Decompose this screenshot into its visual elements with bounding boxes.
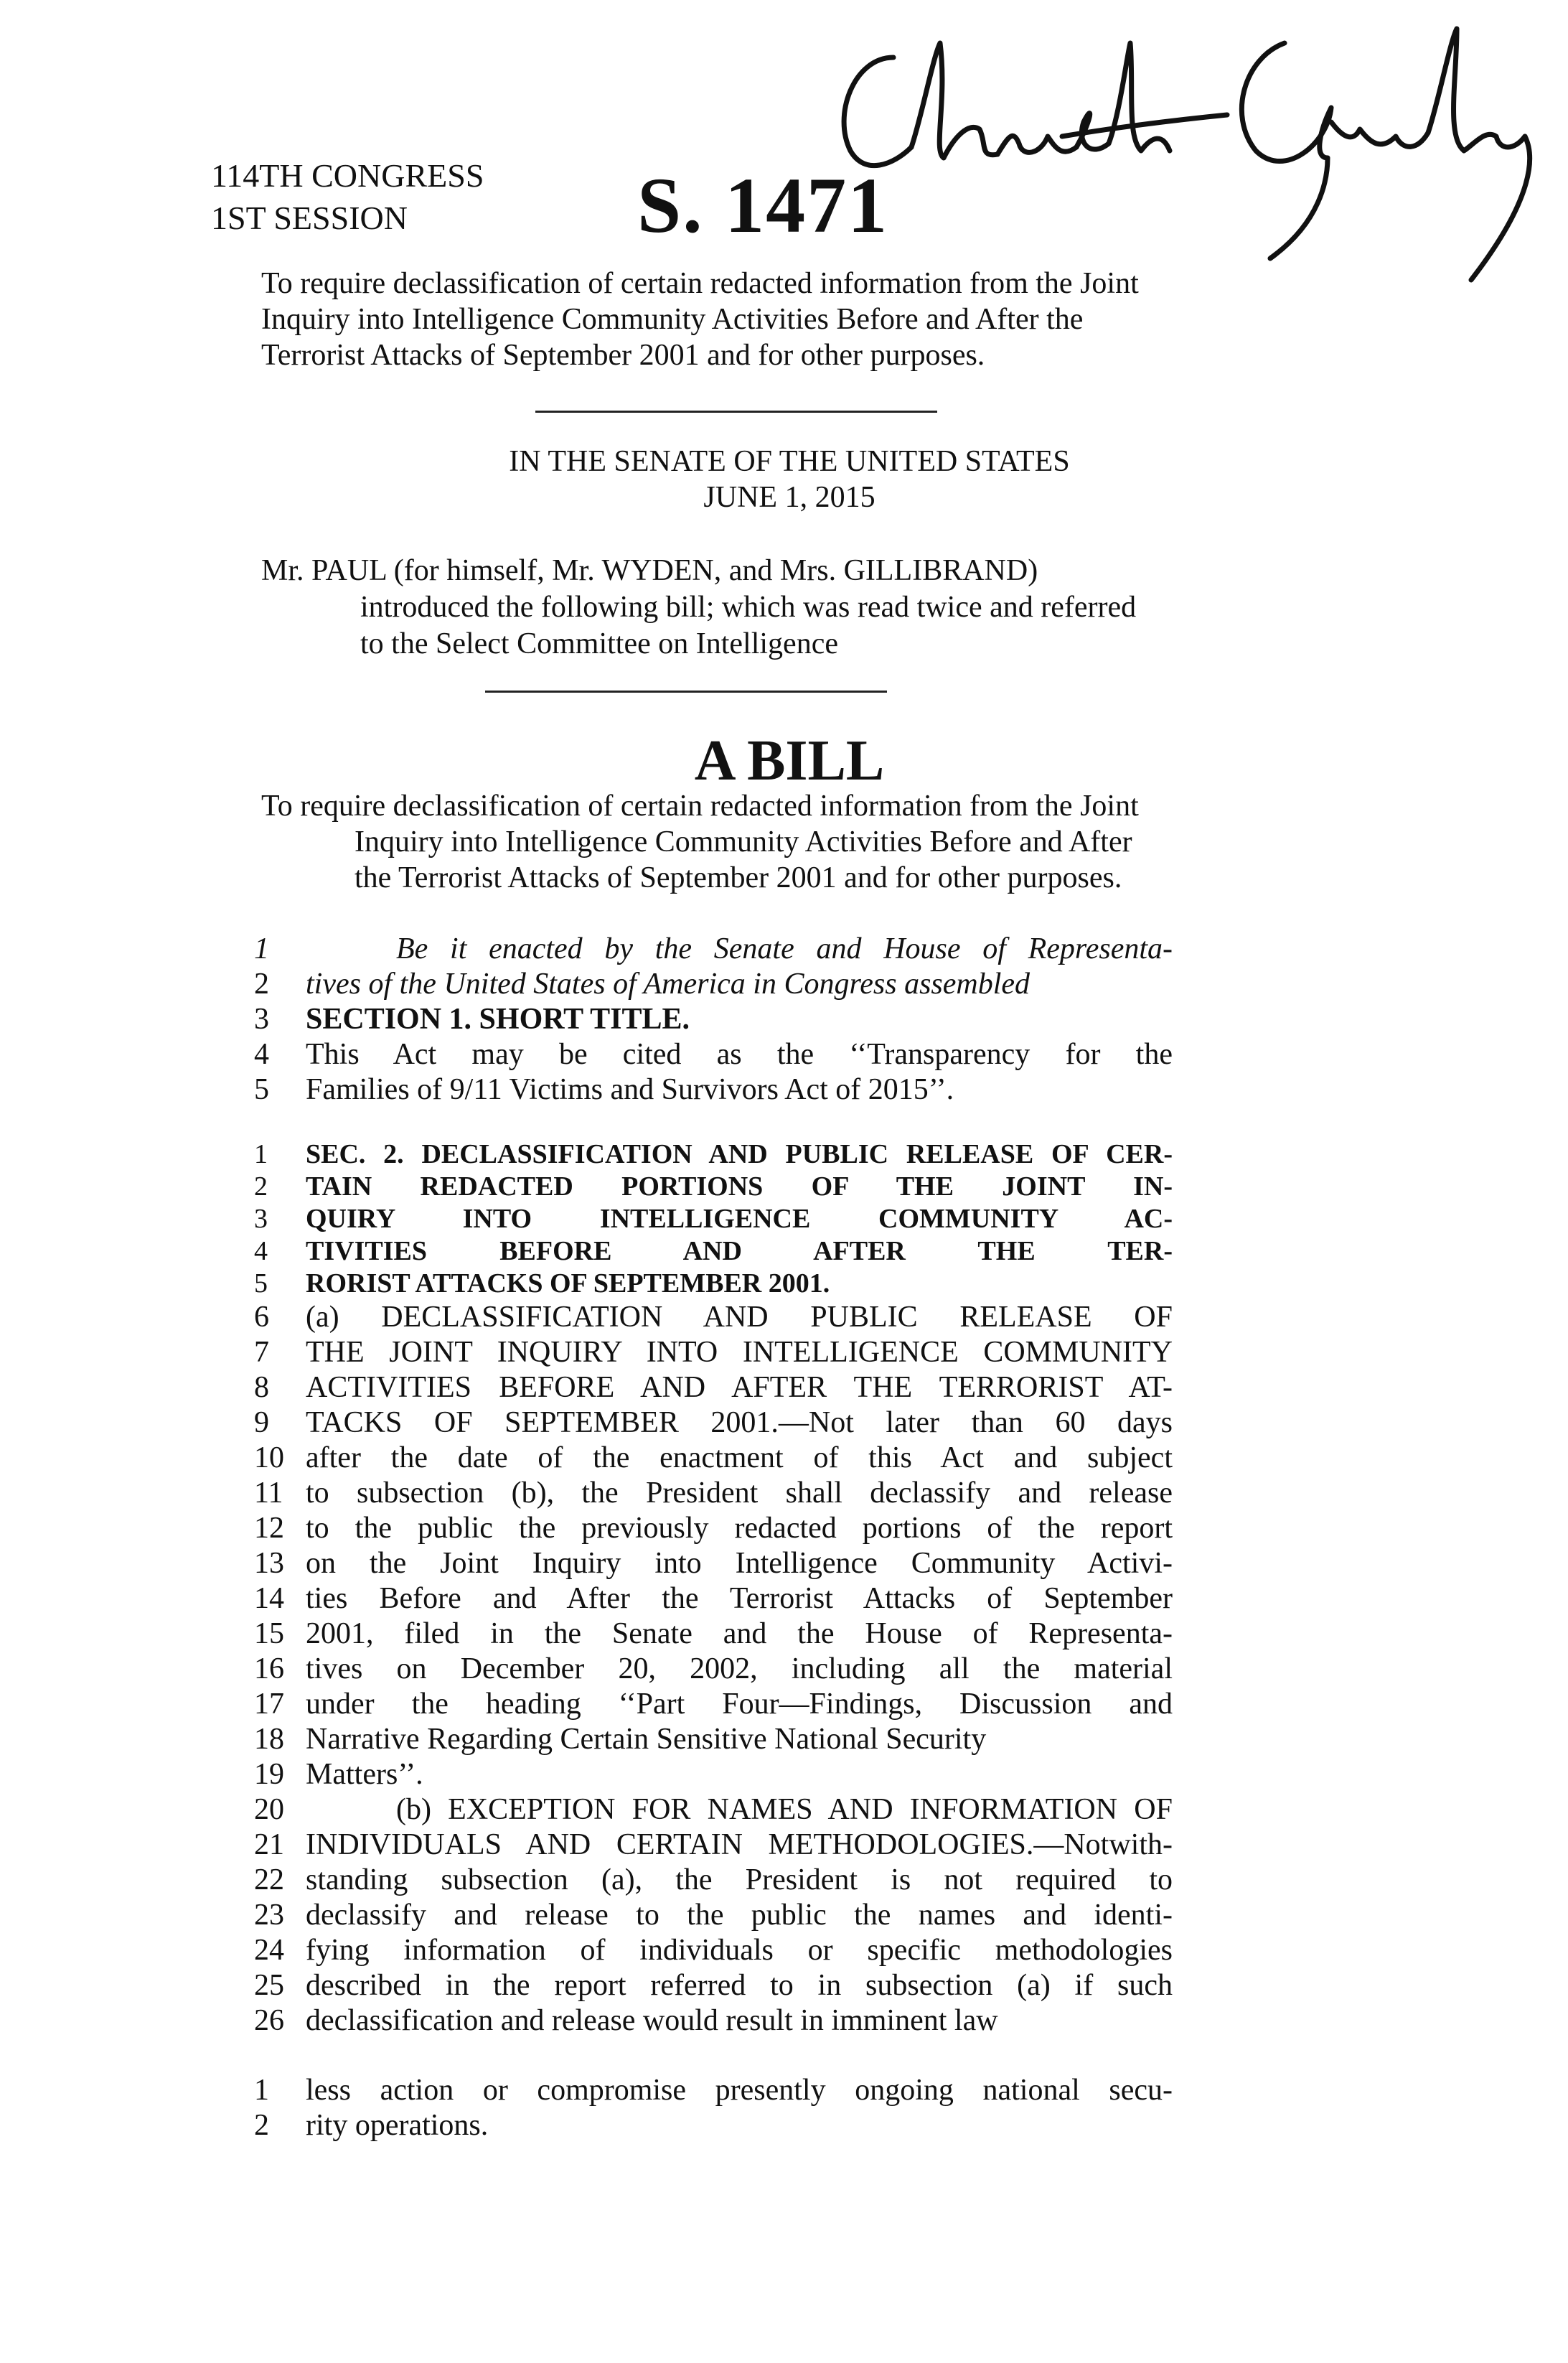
numbered-line: [254, 1898, 1173, 1933]
line-number: 2: [254, 1171, 268, 1202]
numbered-line: [254, 1968, 1173, 2003]
divider-rule: [485, 691, 887, 693]
line-text: tives of the United States of America in Congress assembled: [306, 968, 1031, 1001]
line-text: under the heading ‘‘Part Four—Findings, Discussion and: [306, 1688, 1173, 1721]
numbered-line: [254, 1405, 1173, 1441]
line-text: to subsection (b), the President shall declassify and release: [306, 1477, 1173, 1510]
section-heading: QUIRY INTO INTELLIGENCE COMMUNITY AC-: [306, 1204, 1173, 1234]
line-number: 4: [254, 1236, 268, 1266]
line-text: fying information of individuals or specific methodologies: [306, 1934, 1173, 1967]
line-text: rity operations.: [306, 2109, 489, 2142]
line-text: Families of 9/11 Victims and Survivors Act of 2015’’.: [306, 1073, 954, 1106]
line-number: 10: [254, 1441, 284, 1474]
numbered-line: [254, 1476, 1173, 1511]
numbered-line: [254, 1722, 1173, 1757]
line-number: 1: [254, 932, 269, 965]
line-number: 3: [254, 1204, 268, 1234]
numbered-line: [254, 2108, 1173, 2143]
long-title-line: To require declassification of certain redacted information from the Joint: [261, 790, 1139, 823]
line-number: 5: [254, 1073, 269, 1106]
line-number: 11: [254, 1477, 283, 1510]
line-text: ACTIVITIES BEFORE AND AFTER THE TERRORIST AT-: [306, 1371, 1173, 1404]
sponsor-line: to the Select Committee on Intelligence: [360, 627, 838, 660]
line-text: declassification and release would result in imminent law: [306, 2004, 998, 2037]
line-text: Matters’’.: [306, 1758, 423, 1791]
numbered-line: [254, 1335, 1173, 1370]
line-number: 5: [254, 1268, 268, 1299]
line-text: 2001, filed in the Senate and the House of Representa-: [306, 1617, 1173, 1650]
line-number: 17: [254, 1688, 284, 1721]
section-heading: TIVITIES BEFORE AND AFTER THE TER-: [306, 1236, 1173, 1266]
line-number: 13: [254, 1547, 284, 1580]
line-number: 1: [254, 1139, 268, 1169]
congress-session-block: [211, 154, 484, 239]
section-heading: SECTION 1. SHORT TITLE.: [306, 1003, 690, 1036]
long-title-line: Inquiry into Intelligence Community Activities Before and After: [355, 825, 1132, 858]
senate-heading-block: [287, 444, 1292, 515]
numbered-line: [254, 1652, 1173, 1687]
line-text: (a) DECLASSIFICATION AND PUBLIC RELEASE OF: [306, 1301, 1173, 1334]
section-heading: SEC. 2. DECLASSIFICATION AND PUBLIC RELEASE OF CER-: [306, 1139, 1173, 1169]
line-text: THE JOINT INQUIRY INTO INTELLIGENCE COMMUNITY: [306, 1336, 1173, 1369]
line-text: INDIVIDUALS AND CERTAIN METHODOLOGIES.—Notwith-: [306, 1828, 1173, 1861]
numbered-line: [254, 1863, 1173, 1898]
line-number: 1: [254, 2074, 269, 2107]
section-heading: TAIN REDACTED PORTIONS OF THE JOINT IN-: [306, 1171, 1173, 1202]
line-text: This Act may be cited as the ‘‘Transparency for the: [306, 1038, 1173, 1071]
numbered-line: [254, 2073, 1173, 2108]
continuation-block: [254, 2073, 1173, 2143]
line-number: 16: [254, 1652, 284, 1685]
numbered-line: [254, 1828, 1173, 1863]
bill-purpose-summary: To require declassification of certain redacted information from the Joint Inquiry into Intelligence Community Activities Before and After the Terrorist Attacks of September 2001 and for other purposes.: [261, 267, 1139, 372]
numbered-line: [254, 1002, 1173, 1037]
line-text: described in the report referred to in subsection (a) if such: [306, 1969, 1173, 2002]
congress-label: 114TH CONGRESS: [211, 157, 484, 194]
numbered-line: [254, 1171, 1173, 1203]
line-number: 24: [254, 1934, 284, 1967]
bill-long-title: [261, 788, 1180, 896]
numbered-line: [254, 1687, 1173, 1722]
line-number: 22: [254, 1863, 284, 1896]
line-number: 7: [254, 1336, 269, 1369]
line-number: 2: [254, 2109, 269, 2142]
numbered-line: [254, 1138, 1173, 1171]
line-text: to the public the previously redacted portions of the report: [306, 1512, 1173, 1545]
sponsor-statement: [261, 553, 1180, 663]
numbered-line: [254, 1581, 1173, 1616]
line-number: 8: [254, 1371, 269, 1404]
line-text: standing subsection (a), the President is not required to: [306, 1863, 1173, 1896]
line-text: (b) EXCEPTION FOR NAMES AND INFORMATION OF: [396, 1793, 1173, 1826]
numbered-line: [254, 1757, 1173, 1792]
bill-number: S. 1471: [637, 162, 889, 249]
line-number: 14: [254, 1582, 284, 1615]
line-number: 20: [254, 1793, 284, 1826]
numbered-line: [254, 1511, 1173, 1546]
introduction-date: JUNE 1, 2015: [703, 481, 875, 514]
numbered-line: [254, 1616, 1173, 1652]
bill-heading: A BILL: [694, 729, 885, 792]
line-text: after the date of the enactment of this Act and subject: [306, 1441, 1173, 1474]
line-number: 15: [254, 1617, 284, 1650]
numbered-line: [254, 1370, 1173, 1405]
line-number: 12: [254, 1512, 284, 1545]
sponsor-line: introduced the following bill; which was read twice and referred: [360, 591, 1137, 624]
numbered-line: [254, 1546, 1173, 1581]
line-number: 21: [254, 1828, 284, 1861]
line-text: tives on December 20, 2002, including all the material: [306, 1652, 1173, 1685]
sponsor-line: Mr. PAUL (for himself, Mr. WYDEN, and Mrs. GILLIBRAND): [261, 554, 1038, 587]
numbered-line: [254, 1300, 1173, 1335]
line-text: ties Before and After the Terrorist Attacks of September: [306, 1582, 1173, 1615]
numbered-line: [254, 1037, 1173, 1072]
numbered-line: [254, 1203, 1173, 1235]
line-number: 19: [254, 1758, 284, 1791]
numbered-line: [254, 1072, 1173, 1108]
line-number: 18: [254, 1723, 284, 1756]
handwritten-signature: [825, 14, 1550, 287]
numbered-line: [254, 932, 1173, 967]
enacting-clause-block: [254, 932, 1173, 1108]
line-number: 26: [254, 2004, 284, 2037]
line-number: 23: [254, 1899, 284, 1932]
section-2-block: [254, 1138, 1173, 2039]
section-heading: RORIST ATTACKS OF SEPTEMBER 2001.: [306, 1268, 830, 1299]
line-number: 6: [254, 1301, 269, 1334]
line-text: Narrative Regarding Certain Sensitive National Security: [306, 1723, 987, 1756]
numbered-line: [254, 1441, 1173, 1476]
session-label: 1ST SESSION: [211, 200, 408, 236]
line-number: 2: [254, 968, 269, 1001]
line-text: declassify and release to the public the names and identi-: [306, 1899, 1173, 1932]
numbered-line: [254, 1933, 1173, 1968]
line-text: less action or compromise presently ongoing national secu-: [306, 2074, 1173, 2107]
long-title-line: the Terrorist Attacks of September 2001 and for other purposes.: [355, 861, 1122, 894]
numbered-line: [254, 2003, 1173, 2039]
line-number: 3: [254, 1003, 269, 1036]
divider-rule: [535, 411, 937, 413]
line-text: TACKS OF SEPTEMBER 2001.—Not later than 60 days: [306, 1406, 1173, 1439]
line-number: 9: [254, 1406, 269, 1439]
chamber-label: IN THE SENATE OF THE UNITED STATES: [509, 445, 1070, 478]
line-number: 4: [254, 1038, 269, 1071]
line-text: Be it enacted by the Senate and House of Representa-: [396, 932, 1173, 965]
numbered-line: [254, 1792, 1173, 1828]
numbered-line: [254, 1268, 1173, 1300]
numbered-line: [254, 1235, 1173, 1268]
line-text: on the Joint Inquiry into Intelligence Community Activi-: [306, 1547, 1173, 1580]
line-number: 25: [254, 1969, 284, 2002]
numbered-line: [254, 967, 1173, 1002]
